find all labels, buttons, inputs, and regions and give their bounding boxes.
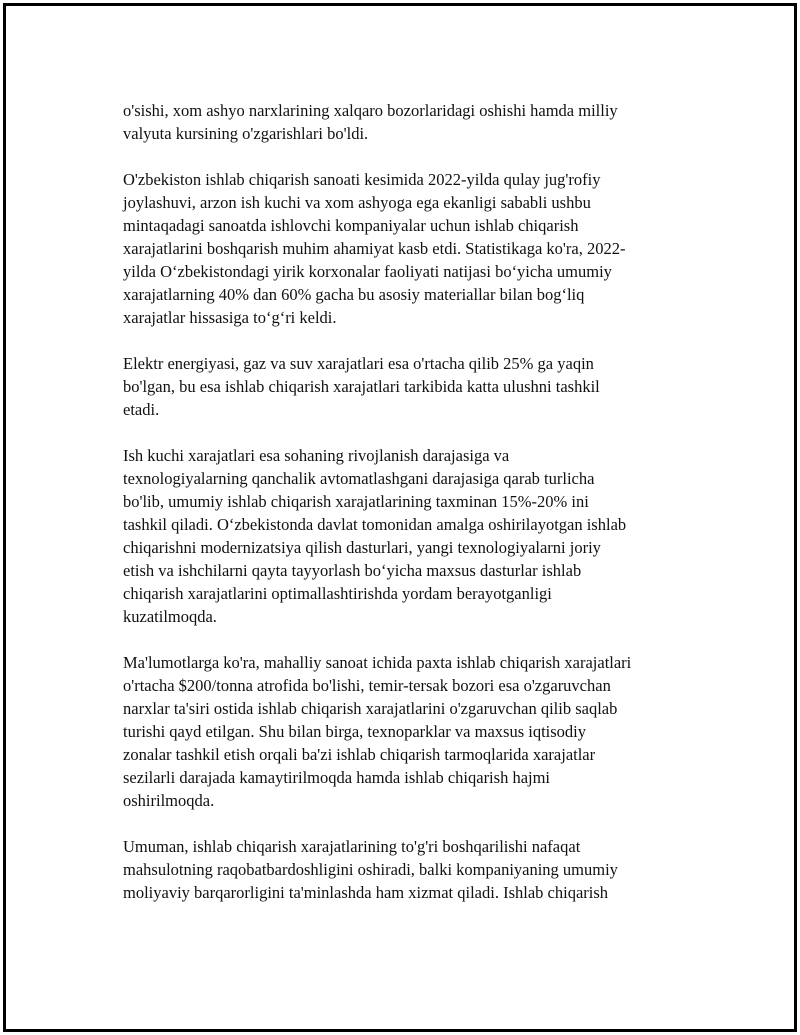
paragraph-3: Elektr energiyasi, gaz va suv xarajatlari esa o'rtacha qilib 25% ga yaqin bo'lgan, bu esa ishlab chiqarish xarajatlari tarkibida katta ulushni tashkil etadi.	[123, 354, 600, 419]
document-body	[123, 99, 698, 904]
paragraph-4: Ish kuchi xarajatlari esa sohaning rivojlanish darajasiga va texnologiyalarning qanchalik avtomatlashgani darajasiga qarab turlicha bo'lib, umumiy ishlab chiqarish xarajatlarining taxminan 15%-20% ini tashkil qiladi. O‘zbekistonda davlat tomonidan amalga oshirilayotgan ishlab chiqarishni modernizatsiya qilish dasturlari, yangi texnologiyalarni joriy etish va ishchilarni qayta tayyorlash bo‘yicha maxsus dasturlar ishlab chiqarish xarajatlarini optimallashtirishda yordam berayotganligi kuzatilmoqda.	[123, 446, 627, 626]
page-frame	[3, 3, 797, 1032]
paragraph-6: Umuman, ishlab chiqarish xarajatlarining to'g'ri boshqarilishi nafaqat mahsulotning raqobatbardoshligini oshiradi, balki kompaniyaning umumiy moliyaviy barqarorligini ta'minlashda ham xizmat qiladi. Ishlab chiqarish	[123, 837, 618, 902]
paragraph-5: Ma'lumotlarga ko'ra, mahalliy sanoat ichida paxta ishlab chiqarish xarajatlari o'rtacha $200/tonna atrofida bo'lishi, temir-tersak bozori esa o'zgaruvchan narxlar ta'siri ostida ishlab chiqarish xarajatlarini o'zgaruvchan qilib saqlab turishi qayd etilgan. Shu bilan birga, texnoparklar va maxsus iqtisodiy zonalar tashkil etish orqali ba'zi ishlab chiqarish tarmoqlarida xarajatlar sezilarli darajada kamaytirilmoqda hamda ishlab chiqarish hajmi oshirilmoqda.	[123, 653, 632, 810]
paragraph-2: O'zbekiston ishlab chiqarish sanoati kesimida 2022-yilda qulay jug'rofiy joylashuvi, arzon ish kuchi va xom ashyoga ega ekanligi sababli ushbu mintaqadagi sanoatda ishlovchi kompaniyalar uchun ishlab chiqarish xarajatlarini boshqarish muhim ahamiyat kasb etdi. Statistikaga ko'ra, 2022- yilda O‘zbekistondagi yirik korxonalar faoliyati natijasi bo‘yicha umumiy xarajatlarning 40% dan 60% gacha bu asosiy materiallar bilan bog‘liq xarajatlar hissasiga to‘g‘ri keldi.	[123, 170, 626, 327]
paragraph-1: o'sishi, xom ashyo narxlarining xalqaro bozorlaridagi oshishi hamda milliy valyuta kursining o'zgarishlari bo'ldi.	[123, 101, 618, 143]
